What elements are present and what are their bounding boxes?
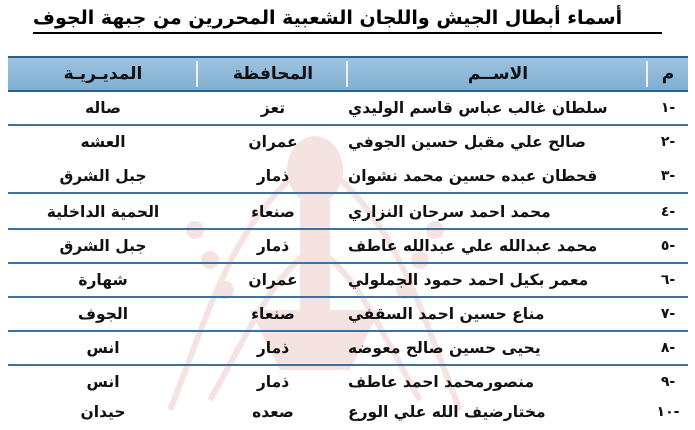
row-name: محمد احمد سرحان النزاري <box>348 203 551 221</box>
row-directorate: الحمية الداخلية <box>46 203 160 221</box>
table-row <box>8 196 688 228</box>
row-directorate: انس <box>86 373 120 391</box>
row-governorate: ذمار <box>256 339 290 357</box>
row-directorate: انس <box>86 339 120 357</box>
row-number: -٦ <box>660 272 676 288</box>
row-directorate: الجوف <box>77 305 129 323</box>
row-directorate: جبل الشرق <box>59 167 147 185</box>
table-row <box>8 160 688 192</box>
row-name: سلطان غالب عباس قاسم الوليدي <box>348 99 608 117</box>
header-number: م <box>661 64 675 84</box>
row-governorate: صنعاء <box>251 305 295 323</box>
names-table <box>8 56 688 430</box>
table-row <box>8 126 688 158</box>
row-governorate: عمران <box>248 133 298 151</box>
row-directorate: صاله <box>84 99 122 117</box>
table-row <box>8 396 688 428</box>
row-governorate: ذمار <box>256 373 290 391</box>
row-name: منصورمحمد احمد عاطف <box>348 373 535 391</box>
row-divider <box>8 192 688 194</box>
row-governorate: صعده <box>252 403 294 421</box>
row-governorate: تعز <box>260 99 286 117</box>
table-row <box>8 264 688 296</box>
row-governorate: عمران <box>248 271 298 289</box>
row-number: -٧ <box>660 306 676 322</box>
row-number: -٥ <box>660 238 676 254</box>
row-name: محمد عبدالله علي عبدالله عاطف <box>348 237 598 255</box>
row-number: -٤ <box>660 204 676 220</box>
row-governorate: ذمار <box>256 237 290 255</box>
row-number: -١ <box>660 100 676 116</box>
row-name: مناع حسين احمد السقفي <box>348 305 545 323</box>
table-row <box>8 332 688 364</box>
row-name: صالح علي مقبل حسين الجوفي <box>348 133 586 151</box>
table-header <box>8 56 688 92</box>
row-name: قحطان عبده حسين محمد نشوان <box>348 167 598 185</box>
row-number: -٨ <box>660 340 676 356</box>
row-name: مختارضيف الله علي الورع <box>348 403 546 421</box>
row-governorate: ذمار <box>256 167 290 185</box>
row-number: -١٠ <box>656 404 680 420</box>
header-governorate: المحافظة <box>232 64 314 84</box>
row-name: معمر بكيل احمد حمود الجملولي <box>348 271 589 289</box>
row-directorate: حيدان <box>80 403 126 421</box>
row-number: -٩ <box>660 374 676 390</box>
document-title <box>0 2 695 36</box>
row-number: -٣ <box>660 168 676 184</box>
header-name: الاســم <box>467 64 529 84</box>
row-directorate: العشه <box>80 133 126 151</box>
row-number: -٢ <box>660 134 676 150</box>
row-directorate: جبل الشرق <box>59 237 147 255</box>
document-title-text: أسماء أبطال الجيش واللجان الشعبية المحررين من جبهة الجوف <box>33 4 662 34</box>
header-directorate: المديـريـة <box>63 64 143 84</box>
table-row <box>8 92 688 124</box>
table-row <box>8 298 688 330</box>
row-name: يحيى حسين صالح معوضه <box>348 339 541 357</box>
table-row <box>8 366 688 398</box>
row-governorate: صنعاء <box>251 203 295 221</box>
row-directorate: شهارة <box>78 271 128 289</box>
table-row <box>8 230 688 262</box>
